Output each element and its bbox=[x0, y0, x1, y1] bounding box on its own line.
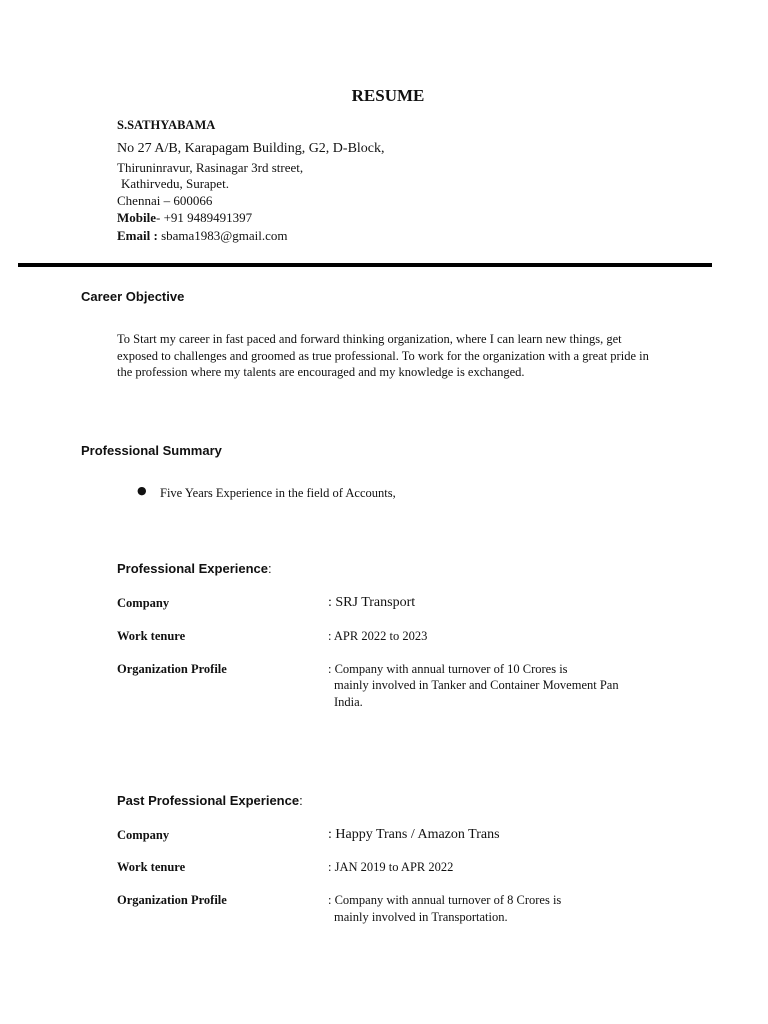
org-profile-label: Organization Profile bbox=[117, 662, 227, 676]
company-label: Company bbox=[117, 596, 170, 610]
past-company-label: Company bbox=[117, 828, 170, 842]
company-value: : SRJ Transport bbox=[328, 595, 416, 610]
address-line-2: Thiruninravur, Rasinagar 3rd street, bbox=[117, 160, 304, 175]
org-profile-line-1: : Company with annual turnover of 10 Crores is bbox=[328, 662, 568, 676]
tenure-label: Work tenure bbox=[117, 629, 186, 643]
candidate-name: S.SATHYABAMA bbox=[117, 118, 216, 132]
professional-summary-heading: Professional Summary bbox=[81, 443, 222, 458]
mobile-line bbox=[117, 210, 252, 226]
professional-experience-colon: : bbox=[268, 561, 272, 576]
org-profile-line-3: India. bbox=[334, 695, 363, 709]
resume-title: RESUME bbox=[351, 86, 425, 105]
bullet-icon: ● bbox=[137, 484, 147, 497]
past-org-profile-label: Organization Profile bbox=[117, 893, 227, 907]
mobile-label: Mobile bbox=[117, 210, 156, 225]
email-value: sbama1983@gmail.com bbox=[157, 228, 288, 243]
mobile-value: - +91 9489491397 bbox=[156, 210, 253, 225]
address-line-4: Chennai – 600066 bbox=[117, 193, 213, 208]
email-line bbox=[117, 228, 287, 244]
career-objective-heading: Career Objective bbox=[81, 289, 185, 304]
past-experience-title: Past Professional Experience bbox=[117, 793, 300, 808]
past-experience-colon: : bbox=[299, 793, 303, 808]
header-divider bbox=[18, 263, 712, 267]
email-label: Email : bbox=[117, 228, 158, 243]
past-org-profile-line-2: mainly involved in Transportation. bbox=[334, 910, 508, 924]
professional-experience-heading bbox=[117, 561, 272, 576]
past-tenure-label: Work tenure bbox=[117, 860, 186, 874]
career-objective-text: To Start my career in fast paced and forward thinking organization, where I can learn new things, get exposed to challenges and groomed as true professional. To work for the organization with a great pride in the profession where my talents are encouraged and my knowledge is exchanged. bbox=[117, 332, 649, 380]
professional-experience-title: Professional Experience bbox=[117, 561, 269, 576]
past-experience-heading bbox=[117, 793, 303, 808]
past-org-profile-line-1: : Company with annual turnover of 8 Crores is bbox=[328, 893, 562, 907]
summary-bullet: Five Years Experience in the field of Accounts, bbox=[160, 486, 396, 500]
past-tenure-value: : JAN 2019 to APR 2022 bbox=[328, 860, 454, 874]
address-line-1: No 27 A/B, Karapagam Building, G2, D-Block, bbox=[117, 141, 385, 156]
org-profile-line-2: mainly involved in Tanker and Container Movement Pan bbox=[334, 678, 619, 692]
address-line-3: Kathirvedu, Surapet. bbox=[121, 176, 229, 191]
tenure-value: : APR 2022 to 2023 bbox=[328, 629, 428, 643]
past-company-value: : Happy Trans / Amazon Trans bbox=[328, 827, 500, 842]
